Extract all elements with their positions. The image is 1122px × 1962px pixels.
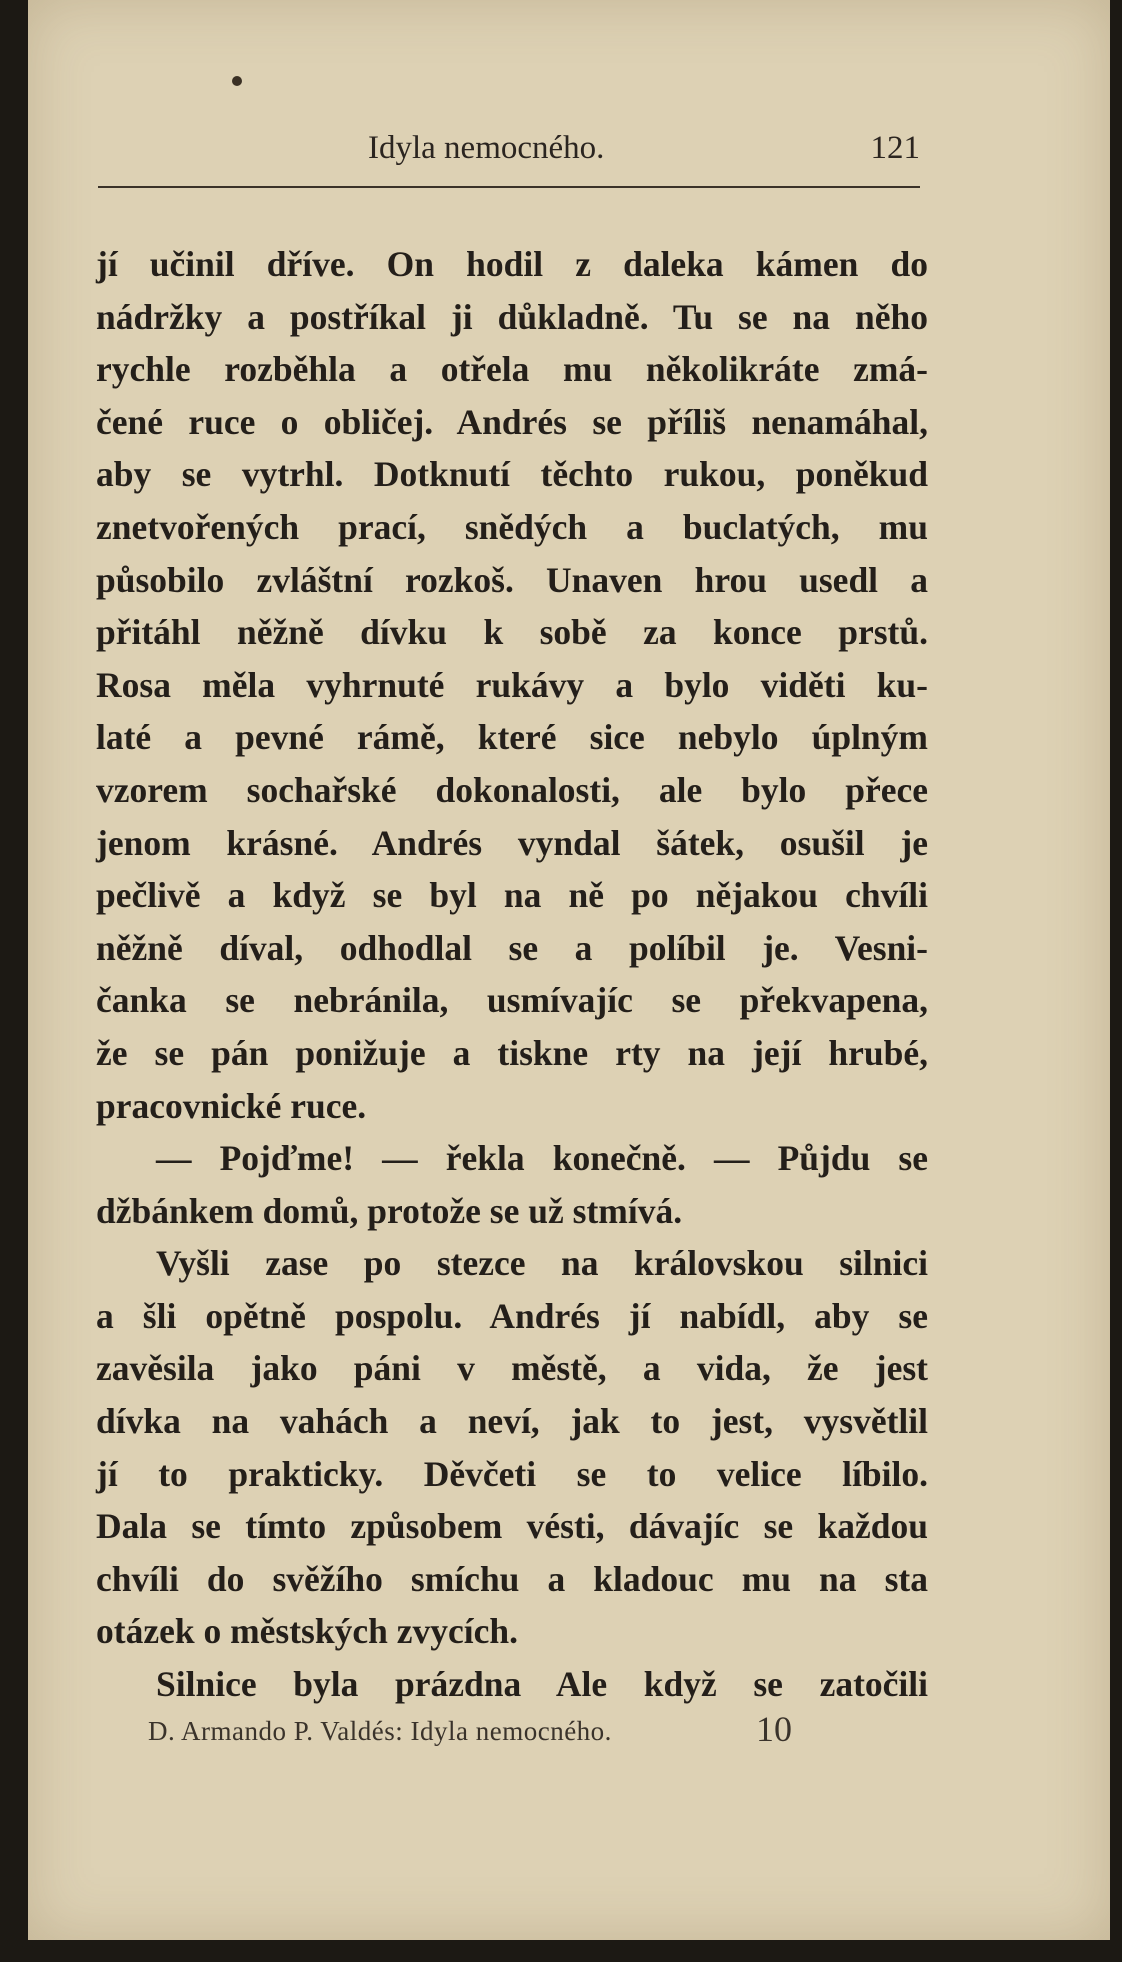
- text-line: čené ruce o obličej. Andrés se příliš nenamáhal,: [96, 401, 928, 442]
- text-line: Rosa měla vyhrnuté rukávy a bylo viděti ku-: [96, 664, 928, 705]
- text-line: přitáhl něžně dívku k sobě za konce prstů.: [96, 612, 928, 653]
- running-title: Idyla nemocného.: [368, 130, 605, 166]
- text-line: — Pojďme! — řekla konečně. — Půjdu se: [156, 1138, 928, 1179]
- text-line: že se pán ponižuje a tiskne rty na její hrubé,: [96, 1032, 928, 1073]
- text-line: jenom krásné. Andrés vyndal šátek, osušil je: [96, 822, 928, 863]
- text-line: aby se vytrhl. Dotknutí těchto rukou, poněkud: [96, 454, 928, 495]
- text-line: vzorem sochařské dokonalosti, ale bylo přece: [96, 769, 928, 810]
- running-head: [98, 130, 920, 174]
- text-line: jí učinil dříve. On hodil z daleka kámen do: [96, 244, 928, 284]
- text-line: Vyšli zase po stezce na královskou silnici: [156, 1243, 928, 1284]
- text-line: otázek o městských zvycích.: [96, 1611, 518, 1652]
- signature-line: [148, 1708, 828, 1758]
- text-line: chvíli do svěžího smíchu a kladouc mu na sta: [96, 1558, 928, 1599]
- text-line: pracovnické ruce.: [96, 1085, 367, 1126]
- text-line: čanka se nebránila, usmívajíc se překvapena,: [96, 980, 928, 1021]
- text-line: jí to prakticky. Děvčeti se to velice líbilo.: [96, 1453, 928, 1494]
- text-line: něžně díval, odhodlal se a políbil je. Vesni-: [96, 927, 928, 968]
- text-line: pečlivě a když se byl na ně po nějakou chvíli: [96, 875, 928, 916]
- text-line: rychle rozběhla a otřela mu několikráte zmá-: [96, 349, 928, 390]
- text-line: a šli opětně pospolu. Andrés jí nabídl, aby se: [96, 1295, 928, 1336]
- ink-dot: [232, 76, 242, 86]
- text-line: laté a pevné rámě, které sice nebylo úplným: [96, 717, 928, 758]
- text-line: dívka na vahách a neví, jak to jest, vysvětlil: [96, 1401, 928, 1442]
- text-line: působilo zvláštní rozkoš. Unaven hrou usedl a: [96, 559, 928, 600]
- text-line: Silnice byla prázdna Ale když se zatočili: [156, 1664, 928, 1705]
- text-line: džbánkem domů, protože se už stmívá.: [96, 1190, 683, 1231]
- header-rule: [98, 186, 920, 188]
- signature-text: D. Armando P. Valdés: Idyla nemocného.: [148, 1716, 612, 1746]
- text-line: zavěsila jako páni v městě, a vida, že jest: [96, 1348, 928, 1389]
- signature-mark: 10: [756, 1709, 792, 1749]
- page-number: 121: [870, 130, 920, 166]
- text-line: Dala se tímto způsobem vésti, dávajíc se každou: [96, 1506, 928, 1547]
- text-line: nádržky a postříkal ji důkladně. Tu se na něho: [96, 296, 928, 337]
- body-text: [96, 238, 928, 1711]
- text-line: znetvořených prací, snědých a buclatých, mu: [96, 506, 928, 547]
